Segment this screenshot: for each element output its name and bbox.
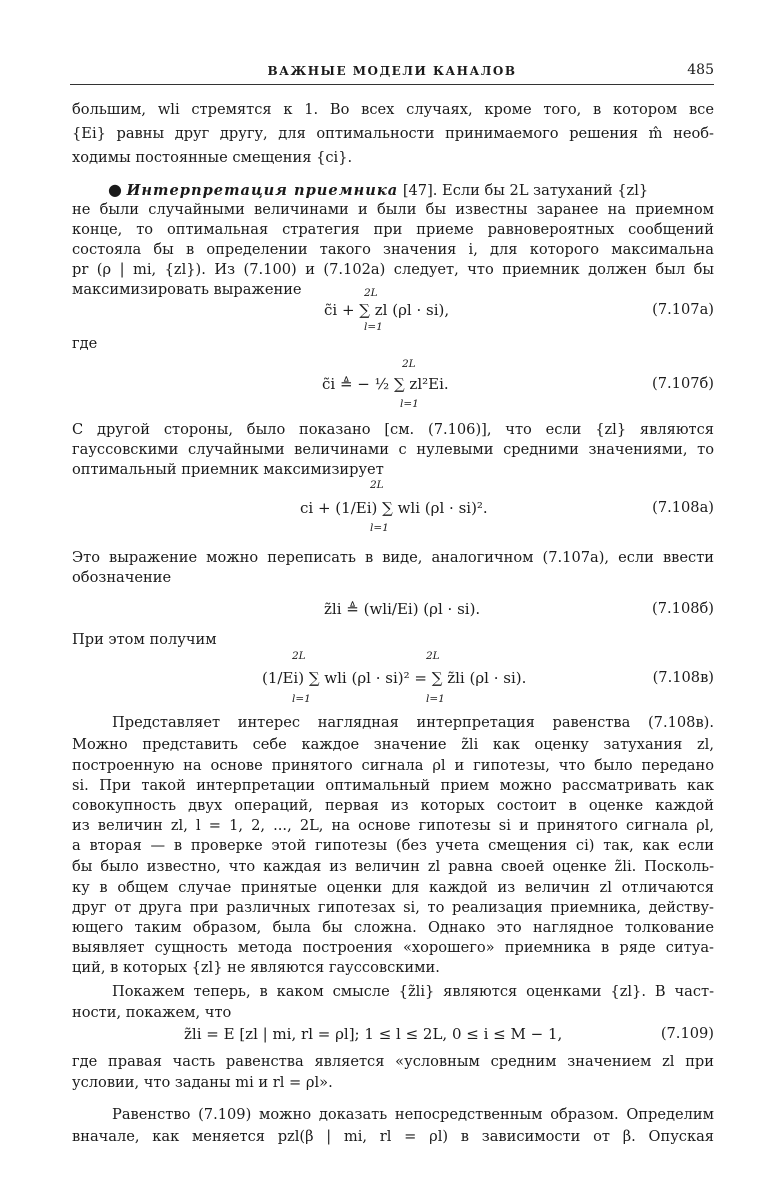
text-line: ку в общем случае принятые оценки для каждой из величин zl отличаются [72,879,714,896]
text-line: друг от друга при различных гипотезах si, то реализация приемника, действу- [72,899,714,916]
sum-upper-limit: 2L [364,287,378,299]
text-line: выявляет сущность метода построения «хорошего» приемника в ряде ситуа- [72,939,714,956]
text-line: состояла бы в определении такого значения i, для которого максимальна [72,241,714,258]
section-heading: Интерпретация приемника [126,182,399,199]
sum-lower-limit: l=1 [364,321,383,333]
page-number: 485 [687,62,714,78]
text-line: совокупность двух операций, первая из которых состоит в оценке каждой [72,797,714,814]
equation-7-109: z̃li = E [zl | mi, rl = ρl]; 1 ≤ l ≤ 2L, 0 ≤ i ≤ M − 1, [184,1025,563,1043]
text-line: Представляет интерес наглядная интерпретация равенства (7.108в). [112,714,714,731]
sum-upper-limit: 2L [426,650,440,662]
text-line: ходимы постоянные смещения {ci}. [72,149,353,166]
text-line: максимизировать выражение [72,281,302,298]
sum-upper-limit: 2L [402,358,416,370]
bullet-icon: ● [108,180,122,199]
text-line: из величин zl, l = 1, 2, ..., 2L, на основе гипотезы si и принятого сигнала ρl, [72,817,714,834]
sum-lower-limit: l=1 [370,522,389,534]
text-line: [47]. Если бы 2L затуханий {zl} [402,182,649,199]
equation-7-108c: (1/Ei) ∑ wli (ρl · si)² = ∑ z̃li (ρl · si). [262,669,527,687]
text-line: si. При такой интерпретации оптимальный прием можно рассматривать как [72,777,714,794]
equation-7-108a: ci + (1/Ei) ∑ wli (ρl · si)². [300,499,488,517]
text-line: конце, то оптимальная стратегия при приеме равновероятных сообщений [72,221,714,238]
text-line: гауссовскими случайными величинами с нулевыми средними значениями, то [72,441,714,458]
sum-lower-limit: l=1 [292,693,311,705]
running-title: ВАЖНЫЕ МОДЕЛИ КАНАЛОВ [267,64,517,78]
equation-7-107b: c̃i ≜ − ½ ∑ zl²Ei. [322,375,449,393]
running-header [70,58,714,85]
text-line: ющего таким образом, была бы сложна. Однако это наглядное толкование [72,919,714,936]
text-line: Это выражение можно переписать в виде, аналогичном (7.107а), если ввести [72,549,714,566]
sum-lower-limit: l=1 [400,398,419,410]
text-line: большим, wli стремятся к 1. Во всех случаях, кроме того, в котором все [72,101,714,118]
text-line: условии, что заданы mi и rl = ρl». [72,1074,333,1091]
text-line: где правая часть равенства является «условным средним значением zl при [72,1053,714,1070]
text-line: ций, в которых {zl} не являются гауссовскими. [72,959,440,976]
text-line: {Ei} равны друг другу, для оптимальности принимаемого решения m̂ необ- [72,125,714,142]
text-line: pr (ρ | mi, {zl}). Из (7.100) и (7.102а) следует, что приемник должен был бы [72,261,714,278]
text-line: обозначение [72,569,172,586]
text-line: а вторая — в проверке этой гипотезы (без учета смещения ci) так, как если [72,837,714,854]
text-line: бы было известно, что каждая из величин zl равна своей оценке z̃li. Посколь- [72,858,714,875]
equation-7-107a: c̃i + ∑ zl (ρl · si), [324,301,450,319]
text-line: где [72,335,98,352]
text-line: ности, покажем, что [72,1004,232,1021]
equation-7-108b: z̃li ≜ (wli/Ei) (ρl · si). [324,600,481,618]
section-heading-line [108,180,714,200]
text-line: Можно представить себе каждое значение z̃li как оценку затухания zl, [72,736,714,753]
text-line: При этом получим [72,631,217,648]
sum-upper-limit: 2L [292,650,306,662]
text-line: вначале, как меняется pzl(β | mi, rl = ρl) в зависимости от β. Опуская [72,1128,714,1145]
sum-upper-limit: 2L [370,479,384,491]
equation-number: (7.108в) [652,669,714,686]
text-line: построенную на основе принятого сигнала ρl и гипотезы, что было передано [72,757,714,774]
equation-number: (7.108б) [652,600,714,617]
text-line: С другой стороны, было показано [см. (7.106)], что если {zl} являются [72,421,714,438]
equation-number: (7.109) [660,1025,714,1042]
equation-number: (7.108а) [652,499,714,516]
text-line: Равенство (7.109) можно доказать непосредственным образом. Определим [112,1106,714,1123]
text-line: оптимальный приемник максимизирует [72,461,384,478]
sum-lower-limit: l=1 [426,693,445,705]
text-line: Покажем теперь, в каком смысле {z̃li} являются оценками {zl}. В част- [112,983,714,1000]
equation-number: (7.107б) [652,375,714,392]
text-line: не были случайными величинами и были бы известны заранее на приемном [72,201,714,218]
equation-number: (7.107а) [652,301,714,318]
